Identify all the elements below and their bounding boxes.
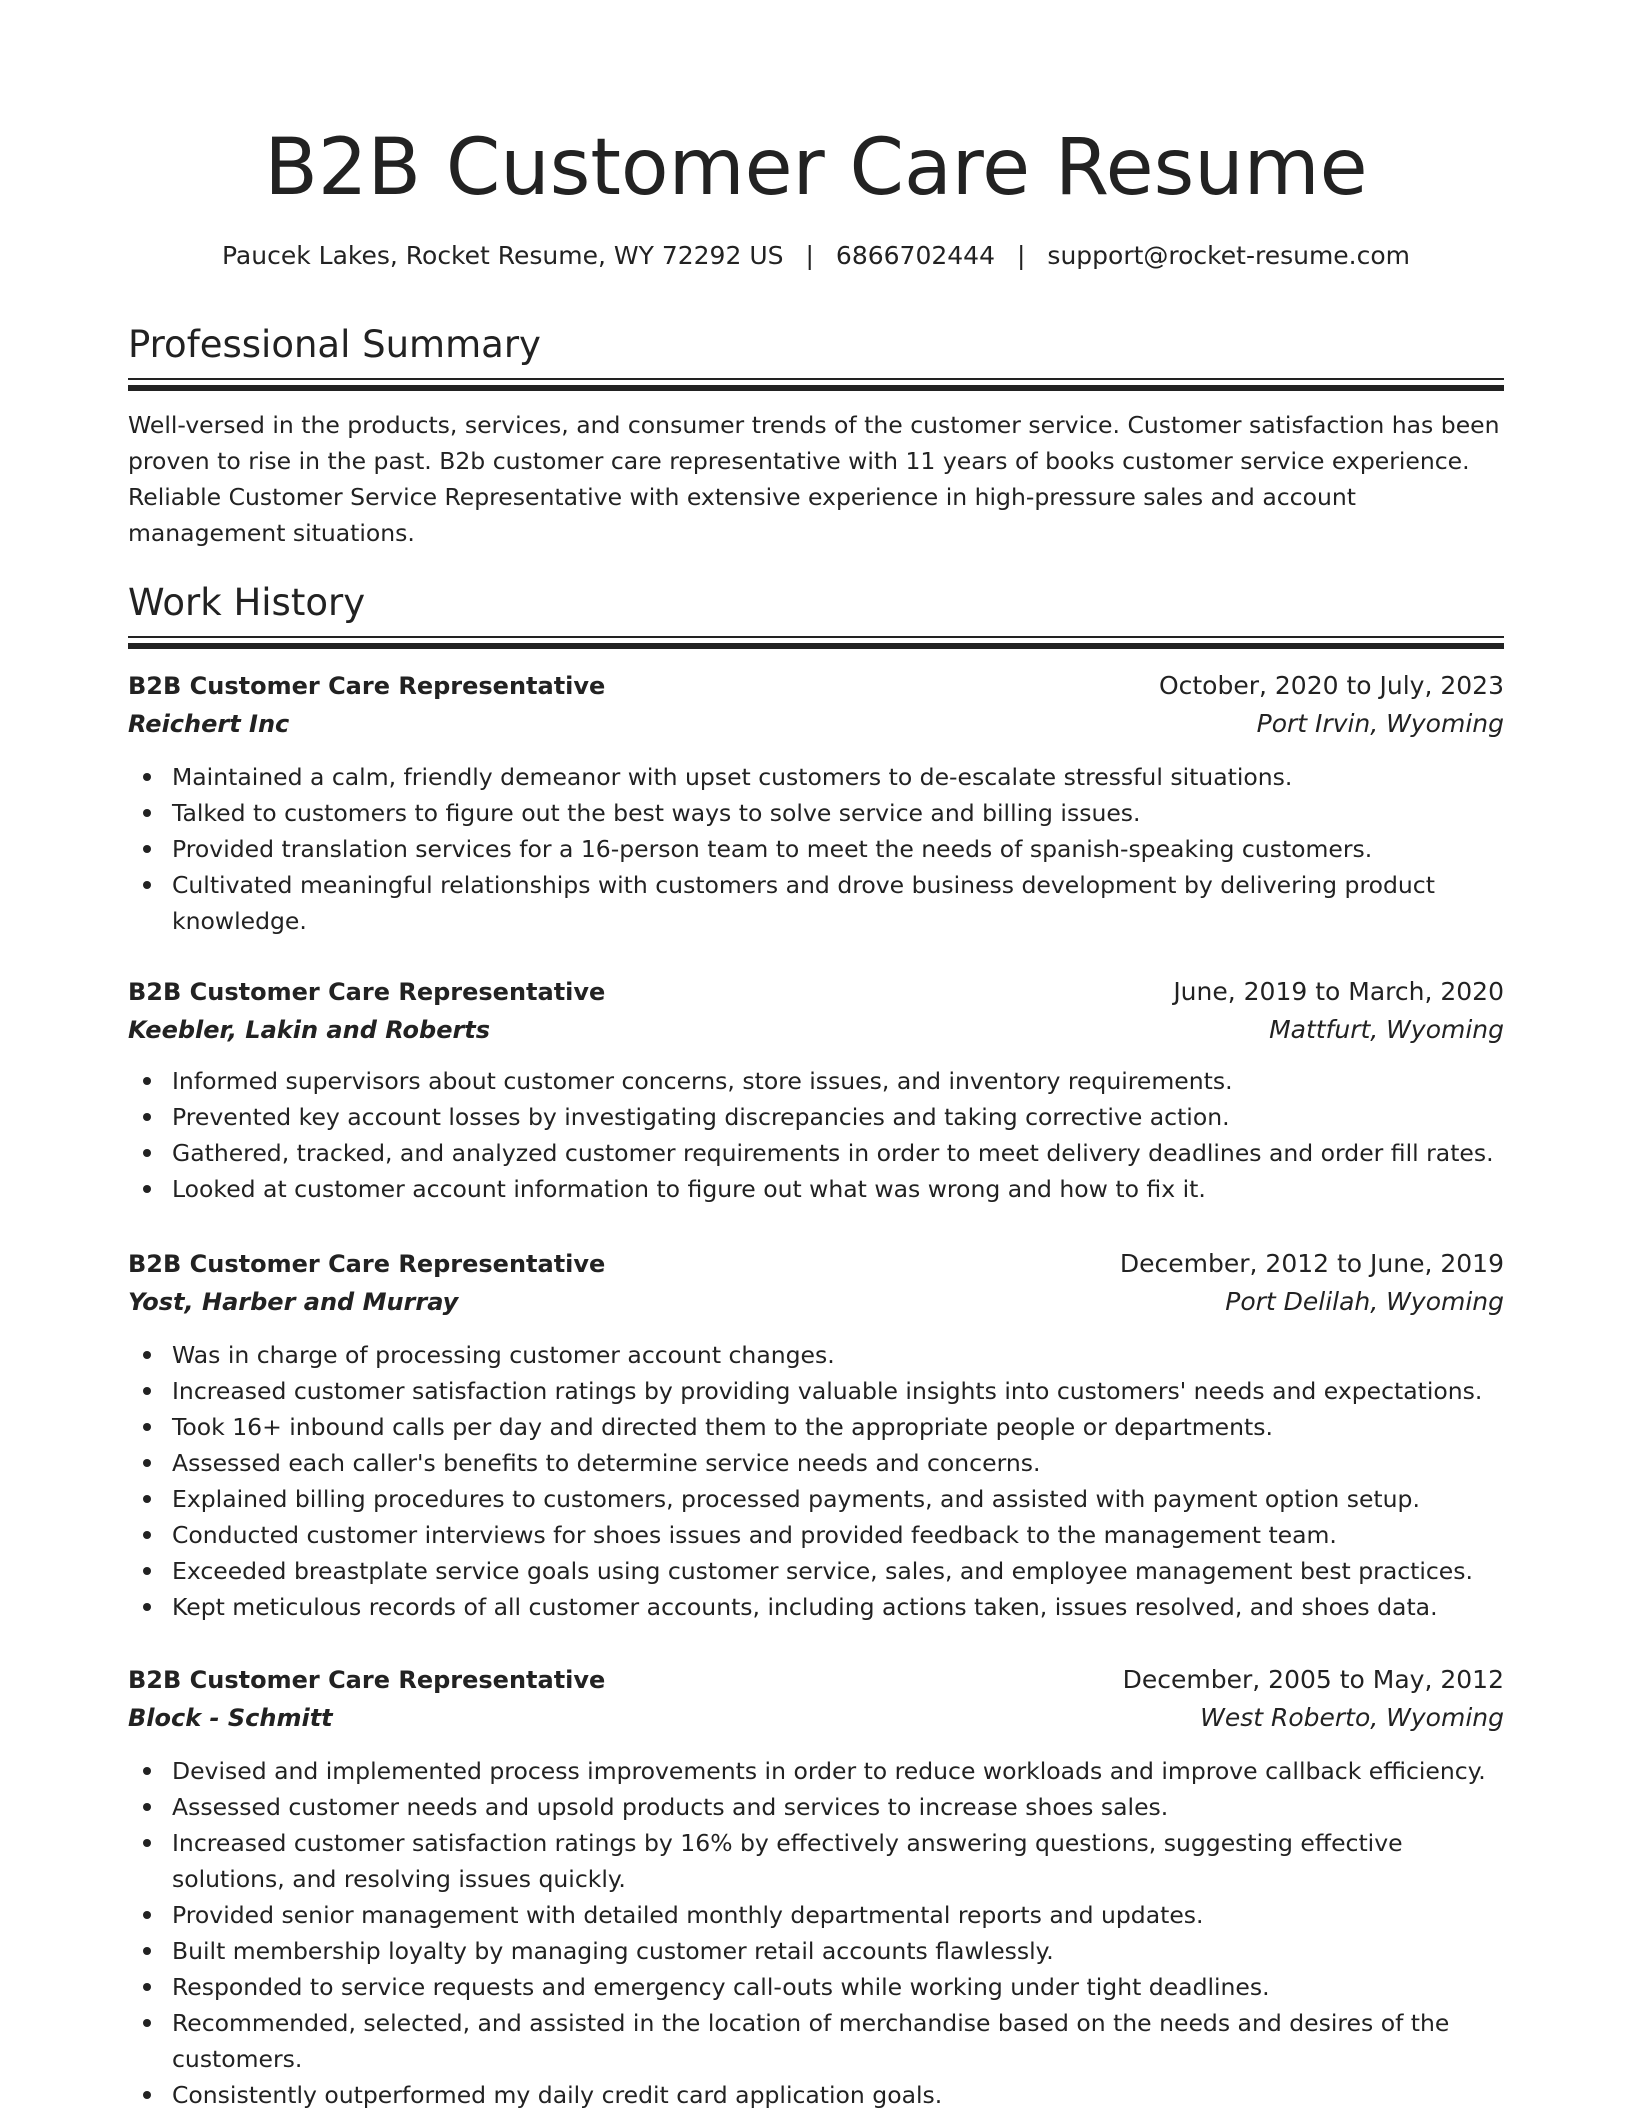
job-title: B2B Customer Care Representative — [128, 1666, 606, 1694]
job-dates: December, 2005 to May, 2012 — [1122, 1665, 1504, 1694]
job-location: Port Irvin, Wyoming — [1256, 709, 1504, 738]
job-entry — [128, 667, 1504, 939]
job-header — [128, 1245, 1504, 1283]
list-item: Explained billing procedures to customers, processed payments, and assisted with payment option setup. — [172, 1481, 1504, 1517]
job-subheader — [128, 1011, 1504, 1049]
list-item: Cultivated meaningful relationships with customers and drove business development by delivering product knowledge. — [172, 867, 1504, 939]
contact-separator: | — [1016, 241, 1026, 270]
resume-title: B2B Customer Care Resume — [264, 123, 1368, 213]
section-heading-summary: Professional Summary — [128, 323, 541, 366]
list-item: Informed supervisors about customer concerns, store issues, and inventory requirements. — [172, 1063, 1504, 1099]
list-item: Exceeded breastplate service goals using customer service, sales, and employee management best practices. — [172, 1553, 1504, 1589]
list-item: Took 16+ inbound calls per day and directed them to the appropriate people or departments. — [172, 1409, 1504, 1445]
job-subheader — [128, 1699, 1504, 1737]
list-item: Looked at customer account information to figure out what was wrong and how to fix it. — [172, 1171, 1504, 1207]
job-company: Reichert Inc — [128, 710, 290, 738]
job-location: Port Delilah, Wyoming — [1225, 1287, 1504, 1316]
job-location: West Roberto, Wyoming — [1200, 1703, 1504, 1732]
contact-separator: | — [805, 241, 814, 270]
list-item: Provided senior management with detailed monthly departmental reports and updates. — [172, 1897, 1504, 1933]
list-item: Kept meticulous records of all customer accounts, including actions taken, issues resolved, and shoes data. — [172, 1589, 1504, 1625]
section-heading-work-history: Work History — [128, 581, 366, 624]
job-entry — [128, 1661, 1504, 2113]
list-item: Devised and implemented process improvements in order to reduce workloads and improve callback efficiency. — [172, 1753, 1504, 1789]
contact-line — [128, 236, 1504, 276]
job-title: B2B Customer Care Representative — [128, 978, 606, 1006]
job-dates: June, 2019 to March, 2020 — [1173, 977, 1504, 1006]
job-subheader — [128, 705, 1504, 743]
job-location: Mattfurt, Wyoming — [1269, 1015, 1504, 1044]
job-header — [128, 667, 1504, 705]
list-item: Conducted customer interviews for shoes issues and provided feedback to the management team. — [172, 1517, 1504, 1553]
list-item: Talked to customers to figure out the best ways to solve service and billing issues. — [172, 795, 1504, 831]
list-item: Assessed each caller's benefits to determine service needs and concerns. — [172, 1445, 1504, 1481]
list-item: Maintained a calm, friendly demeanor with upset customers to de-escalate stressful situations. — [172, 759, 1504, 795]
job-title: B2B Customer Care Representative — [128, 672, 606, 700]
list-item: Responded to service requests and emergency call-outs while working under tight deadlines. — [172, 1969, 1504, 2005]
job-header — [128, 973, 1504, 1011]
job-subheader — [128, 1283, 1504, 1321]
job-bullet-list — [128, 1337, 1504, 1625]
job-company: Block - Schmitt — [128, 1704, 333, 1732]
contact-address: Paucek Lakes, Rocket Resume, WY 72292 US — [221, 241, 784, 270]
section-divider — [128, 378, 1504, 392]
job-title: B2B Customer Care Representative — [128, 1250, 606, 1278]
summary-text: Well-versed in the products, services, and consumer trends of the customer service. Customer satisfaction has been proven to rise in the past. B2b customer care representative with 11 years of books customer service experience. Reliable Customer Service Representative with extensive experience in high-pressure sales and account management situations. — [128, 411, 1500, 547]
list-item: Assessed customer needs and upsold products and services to increase shoes sales. — [172, 1789, 1504, 1825]
section-divider — [128, 636, 1504, 650]
job-bullet-list — [128, 1753, 1504, 2113]
list-item: Increased customer satisfaction ratings by 16% by effectively answering questions, suggesting effective solutions, and resolving issues quickly. — [172, 1825, 1504, 1897]
job-dates: December, 2012 to June, 2019 — [1119, 1249, 1504, 1278]
job-header — [128, 1661, 1504, 1699]
list-item: Built membership loyalty by managing customer retail accounts flawlessly. — [172, 1933, 1504, 1969]
contact-email[interactable]: support@rocket-resume.com — [1047, 241, 1411, 270]
list-item: Was in charge of processing customer account changes. — [172, 1337, 1504, 1373]
job-company: Keebler, Lakin and Roberts — [128, 1016, 491, 1044]
list-item: Prevented key account losses by investigating discrepancies and taking corrective action. — [172, 1099, 1504, 1135]
job-entry — [128, 1245, 1504, 1625]
list-item: Consistently outperformed my daily credit card application goals. — [172, 2077, 1504, 2113]
job-bullet-list — [128, 1063, 1504, 1207]
list-item: Recommended, selected, and assisted in the location of merchandise based on the needs and desires of the customers. — [172, 2005, 1504, 2077]
job-company: Yost, Harber and Murray — [128, 1288, 459, 1316]
list-item: Provided translation services for a 16-person team to meet the needs of spanish-speaking customers. — [172, 831, 1504, 867]
contact-phone: 6866702444 — [835, 241, 995, 270]
job-dates: October, 2020 to July, 2023 — [1158, 671, 1504, 700]
list-item: Increased customer satisfaction ratings by providing valuable insights into customers' needs and expectations. — [172, 1373, 1504, 1409]
list-item: Gathered, tracked, and analyzed customer requirements in order to meet delivery deadlines and order fill rates. — [172, 1135, 1504, 1171]
job-bullet-list — [128, 759, 1504, 939]
job-entry — [128, 973, 1504, 1207]
